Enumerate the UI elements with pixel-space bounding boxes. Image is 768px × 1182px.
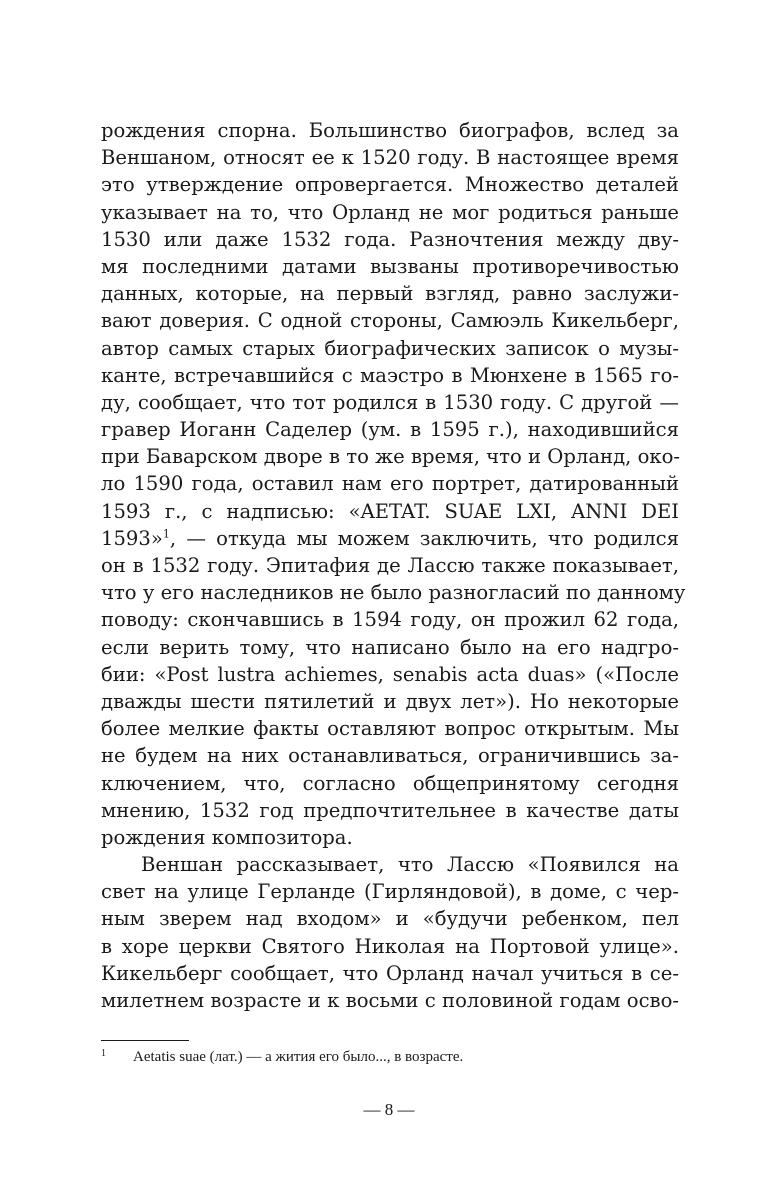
- text-line: при Баварском дворе в то же время, что и Орланд, око-: [101, 445, 681, 469]
- text-line: 1593 г., с надписью: «AETAT. SUAE LXI, ANNI DEI: [101, 499, 679, 523]
- text-line: ло 1590 года, оставил нам его портрет, датированный: [101, 472, 679, 496]
- text-line: это утверждение опровергается. Множество деталей: [101, 173, 679, 197]
- text-line: 1530 или даже 1532 года. Разночтения между дву-: [101, 227, 679, 251]
- text-segment: 1593»: [101, 526, 163, 550]
- text-line: свет на улице Герланде (Гирляндовой), в доме, с чер-: [101, 880, 679, 904]
- text-line: рождения композитора.: [101, 825, 353, 849]
- text-line: бии: «Post lustra achiemes, senabis acta duas» («После: [101, 662, 679, 686]
- text-line: Веншаном, относят ее к 1520 году. В настоящее время: [101, 146, 679, 170]
- text-segment: , — откуда мы можем заключить, что родился: [169, 526, 679, 550]
- text-line: Кикельберг сообщает, что Орланд начал учиться в се-: [101, 961, 679, 985]
- text-line: мнению, 1532 год предпочтительнее в качестве даты: [101, 798, 679, 822]
- text-line: данных, которые, на первый взгляд, равно заслужи-: [101, 282, 679, 306]
- text-line: в хоре церкви Святого Николая на Портовой улице».: [101, 934, 679, 958]
- text-line: более мелкие факты оставляют вопрос открытым. Мы: [101, 717, 679, 741]
- page-number: — 8 —: [363, 1100, 415, 1119]
- footnote-text: Aetatis suae (лат.) — а жития его было..., в возрасте.: [133, 1049, 464, 1065]
- text-line: гравер Иоганн Саделер (ум. в 1595 г.), находившийся: [101, 418, 679, 442]
- text-line: указывает на то, что Орланд не мог родиться раньше: [101, 200, 679, 224]
- text-line: милетнем возрасте и к восьми с половиной годам осво-: [101, 989, 679, 1012]
- text-line: дважды шести пятилетий и двух лет»). Но некоторые: [101, 689, 679, 713]
- footnote-number: 1: [101, 1048, 106, 1059]
- text-line: Веншан рассказывает, что Лассю «Появился на: [141, 853, 679, 877]
- footnote-divider: [101, 1040, 189, 1041]
- text-line: если верить тому, что написано было на его надгро-: [101, 635, 679, 659]
- text-line: ду, сообщает, что тот родился в 1530 году. С другой —: [101, 390, 679, 414]
- text-line: канте, встречавшийся с маэстро в Мюнхене в 1565 го-: [101, 363, 679, 387]
- text-line: он в 1532 году. Эпитафия де Лассю также показывает,: [101, 554, 679, 577]
- text-line: ным зверем над входом» и «будучи ребенком, пел: [101, 907, 679, 931]
- text-line: автор самых старых биографических записок о музы-: [101, 336, 679, 360]
- text-line: поводу: скончавшись в 1594 году, он прожил 62 года,: [101, 608, 679, 632]
- text-line: ключением, что, согласно общепринятому сегодня: [101, 771, 679, 795]
- text-line: рождения спорна. Большинство биографов, вслед за: [101, 119, 679, 142]
- text-line: не будем на них останавливаться, ограничившись за-: [101, 744, 679, 768]
- footnote-reference[interactable]: 1: [162, 527, 170, 541]
- text-line: что у его наследников не было разногласий по данному: [101, 581, 686, 605]
- main-text: [101, 117, 686, 1014]
- footnote: [101, 1048, 681, 1066]
- text-line-with-footnote: [101, 525, 679, 552]
- text-line: мя последними датами вызваны противоречивостью: [101, 254, 679, 278]
- text-line: вают доверия. С одной стороны, Самюэль Кикельберг,: [101, 309, 679, 333]
